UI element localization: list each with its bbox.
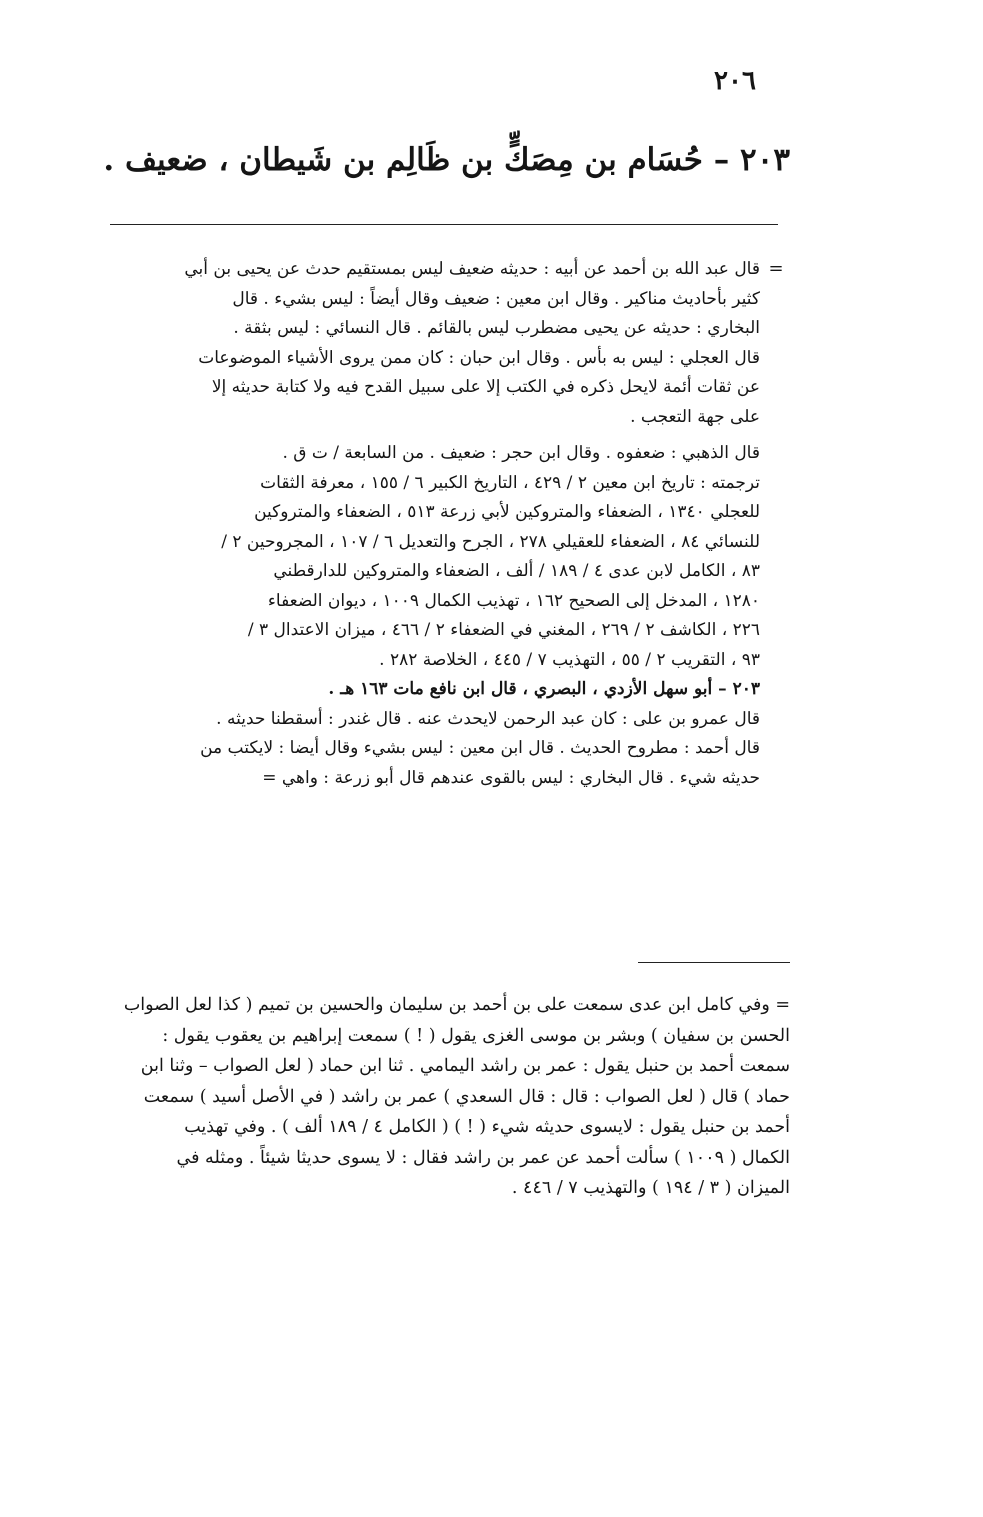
text-line: للعجلي ١٣٤٠ ، الضعفاء والمتروكين لأبي زرعة ٥١٣ ، الضعفاء والمتروكين <box>254 502 760 522</box>
text-line: ٨٣ ، الكامل لابن عدى ٤ / ١٨٩ / ألف ، الضعفاء والمتروكين للدارقطني <box>273 561 760 581</box>
text-line: عن ثقات أئمة لايحل ذكره في الكتب إلا على سبيل القدح فيه ولا كتابة حديثه إلا <box>211 377 760 397</box>
text-line: للنسائي ٨٤ ، الضعفاء للعقيلي ٢٧٨ ، الجرح والتعديل ٦ / ١٠٧ ، المجروحين ٢ / <box>221 531 760 552</box>
text-line: ٢٢٦ ، الكاشف ٢ / ٢٦٩ ، المغني في الضعفاء ٢ / ٤٦٦ ، ميزان الاعتدال ٣ / <box>247 620 760 640</box>
text-line: قال العجلي : ليس به بأس . وقال ابن حبان : كان ممن يروى الأشياء الموضوعات <box>198 347 760 368</box>
text-line: سمعت أحمد بن حنبل يقول : عمر بن راشد اليمامي . ثنا ابن حماد ( لعل الصواب – وثنا ابن <box>140 1056 790 1076</box>
text-line: ٢٠٣ – أبو سهل الأزدي ، البصري ، قال ابن نافع مات ١٦٣ هـ . <box>328 679 760 699</box>
text-line: قال عبد الله بن أحمد عن أبيه : حديثه ضعيف ليس بمستقيم حدث عن يحيى بن أبي <box>184 259 760 279</box>
text-line: ٩٣ ، التقريب ٢ / ٥٥ ، التهذيب ٧ / ٤٤٥ ، الخلاصة ٢٨٢ . <box>379 649 760 670</box>
entry-dash: – <box>713 142 730 178</box>
continuation-mark: = <box>768 258 784 279</box>
text-line: أحمد بن حنبل يقول : لايسوى حديثه شيء ( ! ) ( الكامل ٤ / ١٨٩ ألف ) . وفي تهذيب <box>184 1117 790 1137</box>
text-line: البخاري : حديثه عن يحيى مضطرب ليس بالقائم . قال النسائي : ليس بثقة . <box>233 318 760 338</box>
text-line: قال عمرو بن على : كان عبد الرحمن لايحدث عنه . قال غندر : أسقطنا حديثه . <box>216 708 760 729</box>
text-line: ترجمته : تاريخ ابن معين ٢ / ٤٢٩ ، التاريخ الكبير ٦ / ١٥٥ ، معرفة الثقات <box>260 472 760 493</box>
entry-title: حُسَام بن مِصَكٍّ بن ظَالِم بن شَيطان ، ضعيف . <box>103 142 703 178</box>
page-number: ٢٠٦ <box>714 66 756 96</box>
text-line: الحسن بن سفيان ) وبشر بن موسى الغزى يقول ( ! ) سمعت إبراهيم بن يعقوب يقول : <box>162 1025 790 1046</box>
entry-heading <box>103 134 790 186</box>
text-line: على جهة التعجب . <box>630 406 760 427</box>
text-line: كثير بأحاديث مناكير . وقال ابن معين : ضعيف وقال أيضاً : ليس بشيء . قال <box>232 288 760 309</box>
footnote-separator-top <box>110 224 778 225</box>
continued-footnote-block <box>100 990 790 1204</box>
text-line: = وفي كامل ابن عدى سمعت على بن أحمد بن سليمان والحسين بن تميم ( كذا لعل الصواب <box>123 995 790 1015</box>
main-footnote-block <box>100 255 760 793</box>
text-line: الميزان ( ٣ / ١٩٤ ) والتهذيب ٧ / ٤٤٦ . <box>511 1178 790 1198</box>
text-line: حماد ) قال ( لعل الصواب : قال : قال السعدي ) عمر بن راشد ( في الأصل أسيد ) سمعت <box>143 1086 790 1107</box>
text-line: قال أحمد : مطروح الحديث . قال ابن معين : ليس بشيء وقال أيضا : لايكتب من <box>200 738 760 758</box>
text-line: قال الذهبي : ضعفوه . وقال ابن حجر : ضعيف . من السابعة / ت ق . <box>282 443 760 463</box>
text-line: ١٢٨٠ ، المدخل إلى الصحيح ١٦٢ ، تهذيب الكمال ١٠٠٩ ، ديوان الضعفاء <box>267 590 760 611</box>
footnote-separator-bottom <box>638 962 790 963</box>
entry-number: ٢٠٣ <box>740 142 790 178</box>
text-line: حديثه شيء . قال البخاري : ليس بالقوى عندهم قال أبو زرعة : واهي = <box>262 767 760 788</box>
text-line: الكمال ( ١٠٠٩ ) سألت أحمد عن عمر بن راشد فقال : لا يسوى حديثا شيئاً . ومثله في <box>176 1147 790 1168</box>
